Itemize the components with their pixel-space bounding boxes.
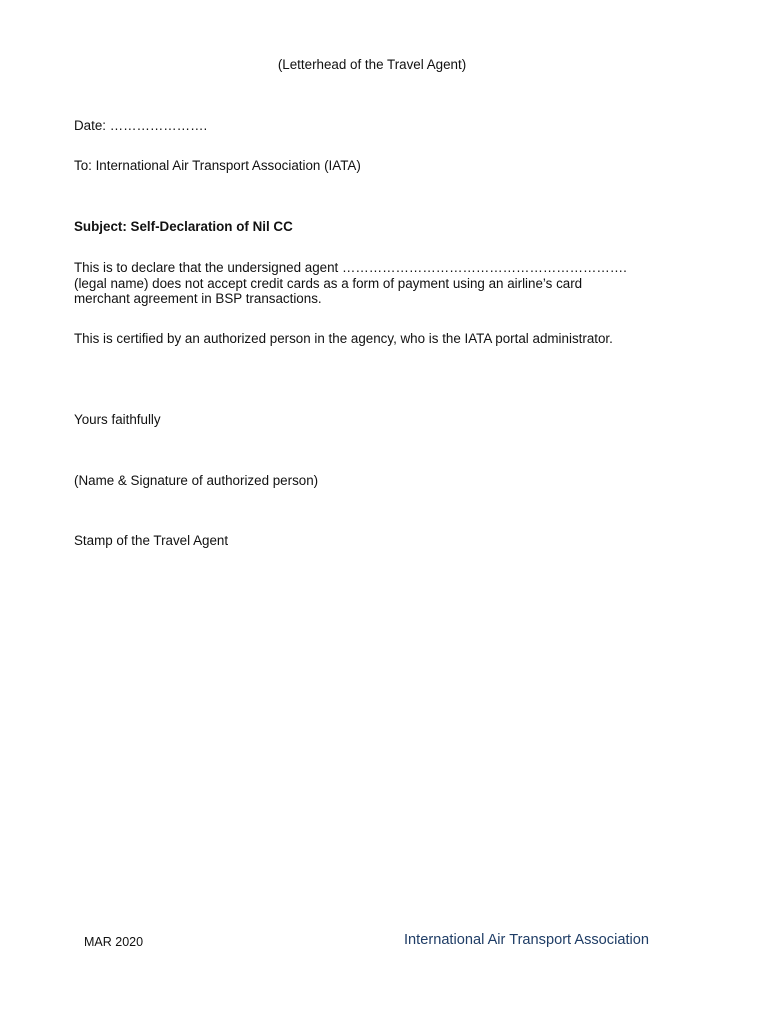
- certification-paragraph: This is certified by an authorized person in the agency, who is the IATA portal administrator.: [74, 331, 613, 346]
- declaration-paragraph: [74, 260, 674, 307]
- footer-date: MAR 2020: [84, 935, 144, 949]
- letterhead-placeholder: (Letterhead of the Travel Agent): [277, 57, 467, 72]
- signature-line: (Name & Signature of authorized person): [74, 473, 319, 488]
- declaration-line-1: This is to declare that the undersigned agent ……………………………………………………….: [74, 260, 627, 275]
- recipient-line: To: International Air Transport Association (IATA): [74, 158, 361, 173]
- declaration-line-2: (legal name) does not accept credit cards as a form of payment using an airline’s card: [74, 275, 583, 291]
- declaration-line-3: merchant agreement in BSP transactions.: [74, 291, 322, 306]
- footer-organization: International Air Transport Association: [404, 932, 649, 948]
- date-line: Date: ………………….: [74, 118, 208, 133]
- subject-line: Subject: Self-Declaration of Nil CC: [74, 219, 293, 234]
- closing-line: Yours faithfully: [74, 412, 161, 427]
- stamp-line: Stamp of the Travel Agent: [74, 533, 229, 548]
